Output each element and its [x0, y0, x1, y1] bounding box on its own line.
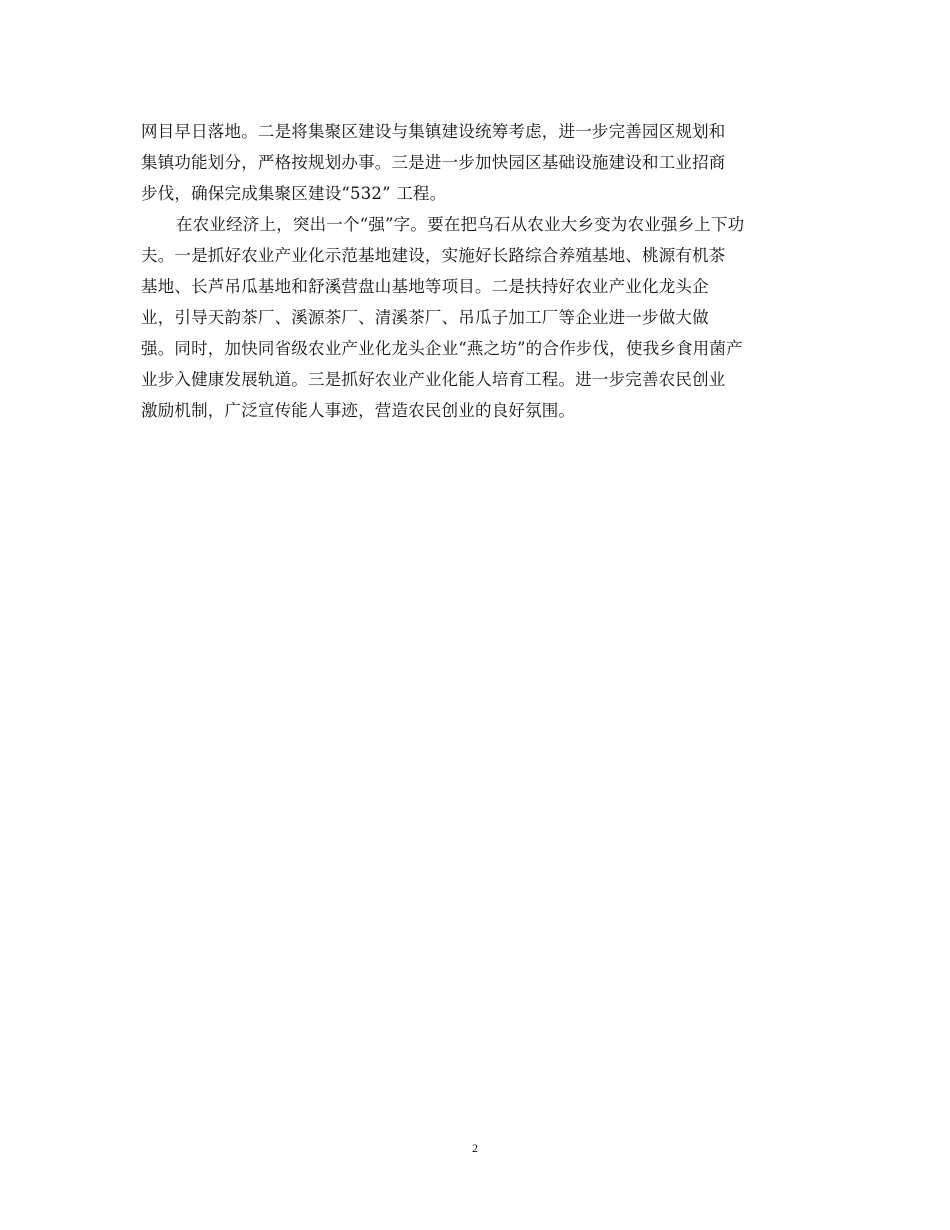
paragraph-line: 步伐，确保完成集聚区建设“532” 工程。 [141, 184, 447, 203]
paragraph-line: 基地、长芦吊瓜基地和舒溪营盘山基地等项目。二是扶持好农业产业化龙头企 [141, 277, 709, 296]
paragraph-line: 网目早日落地。二是将集聚区建设与集镇建设统筹考虑，进一步完善园区规划和 [141, 122, 726, 141]
paragraph-1 [141, 116, 811, 209]
paragraph-line: 夫。一是抓好农业产业化示范基地建设，实施好长路综合养殖基地、桃源有机茶 [141, 246, 726, 265]
paragraph-line: 激励机制，广泛宣传能人事迹，营造农民创业的良好氛围。 [141, 401, 576, 420]
paragraph-line: 强。同时，加快同省级农业产业化龙头企业“燕之坊”的合作步伐，使我乡食用菌产 [141, 339, 743, 358]
paragraph-2 [141, 209, 811, 426]
paragraph-line: 业步入健康发展轨道。三是抓好农业产业化能人培育工程。进一步完善农民创业 [141, 370, 726, 389]
paragraph-line: 业，引导天韵茶厂、溪源茶厂、清溪茶厂、吊瓜子加工厂等企业进一步做大做 [141, 308, 709, 327]
page-number: 2 [472, 1141, 478, 1155]
paragraph-line: 集镇功能划分，严格按规划办事。三是进一步加快园区基础设施建设和工业招商 [141, 153, 726, 172]
paragraph-line: 在农业经济上，突出一个“强”字。要在把乌石从农业大乡变为农业强乡上下功 [176, 215, 745, 234]
body-text [141, 116, 811, 426]
